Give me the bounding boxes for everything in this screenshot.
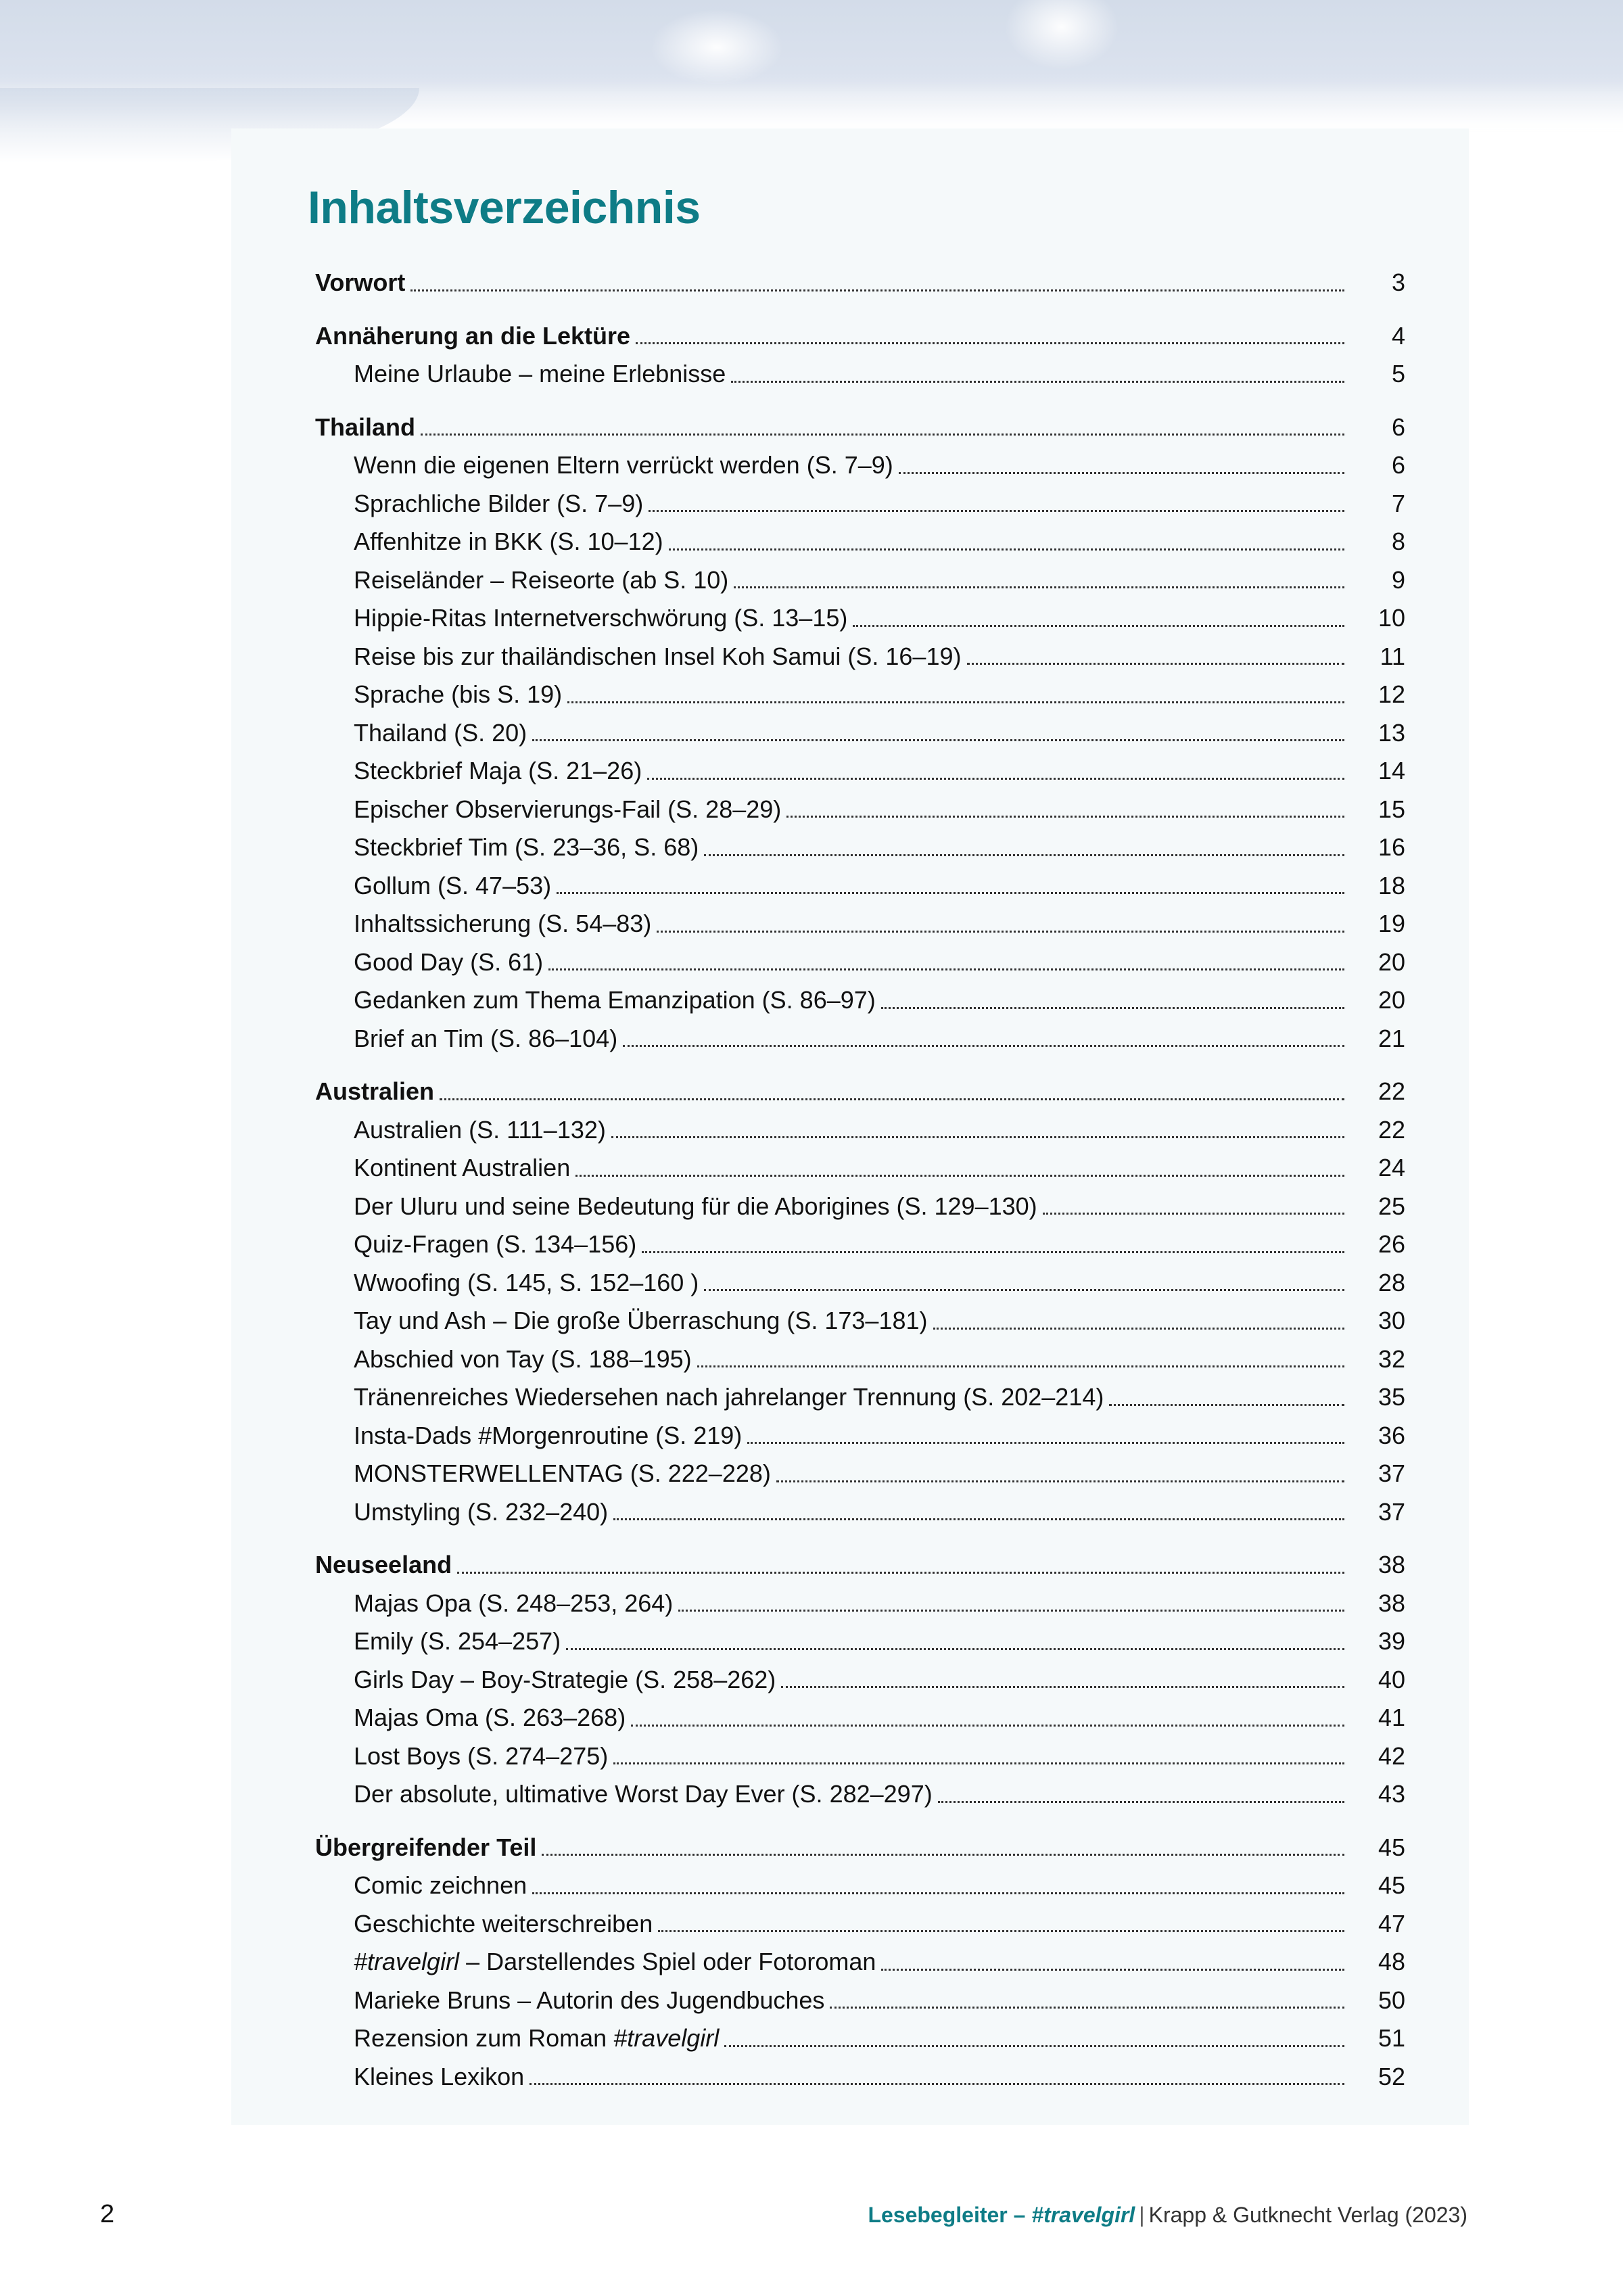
- toc-entry-text: Majas Oma (S. 263–268): [354, 1704, 626, 1731]
- toc-entry[interactable]: [315, 1264, 1405, 1303]
- toc-entry[interactable]: [315, 1188, 1405, 1226]
- toc-entry-page-number: 4: [1391, 321, 1405, 350]
- toc-entry-label: [315, 752, 642, 791]
- dot-leader: [410, 289, 1344, 291]
- toc-entry-page-number: 13: [1378, 718, 1405, 747]
- toc-entry-label: [315, 1622, 561, 1661]
- toc-entry-label: [315, 1111, 606, 1150]
- toc-entry-page-number: 24: [1378, 1154, 1405, 1181]
- toc-entry-page-number: 21: [1378, 1024, 1405, 1052]
- dot-leader: [731, 380, 1344, 383]
- toc-section-entry[interactable]: [315, 1829, 1405, 1867]
- toc-entry-page-number: 48: [1378, 1948, 1405, 1975]
- toc-entry-text: Wenn die eigenen Eltern verrückt werden (S. 7–9): [354, 451, 893, 479]
- toc-entry-label: [315, 1546, 452, 1585]
- dot-leader: [613, 1762, 1344, 1764]
- toc-entry[interactable]: [315, 905, 1405, 943]
- toc-entry-label: [315, 1829, 536, 1867]
- toc-entry[interactable]: [315, 1455, 1405, 1493]
- footer-publisher: Krapp & Gutknecht Verlag (2023): [1148, 2203, 1467, 2227]
- dot-leader: [657, 930, 1344, 933]
- toc-entry-page-number: 8: [1391, 528, 1405, 555]
- toc-entry[interactable]: [315, 1905, 1405, 1944]
- toc-section-entry[interactable]: [315, 264, 1405, 302]
- dot-leader: [557, 891, 1344, 894]
- toc-entry-text: Vorwort: [315, 268, 406, 296]
- toc-entry-page-number: 22: [1378, 1077, 1405, 1105]
- toc-entry-label: [315, 905, 651, 943]
- toc-entry-label: [315, 1225, 636, 1264]
- toc-entry[interactable]: [315, 599, 1405, 638]
- toc-list: [315, 264, 1405, 2096]
- toc-entry-label: [315, 1982, 824, 2020]
- dot-leader: [697, 1365, 1344, 1367]
- dot-leader: [881, 1968, 1344, 1971]
- toc-entry[interactable]: [315, 1225, 1405, 1264]
- toc-entry-page-number: 38: [1378, 1551, 1405, 1578]
- dot-leader: [938, 1800, 1344, 1803]
- dot-leader: [678, 1609, 1344, 1612]
- footer-series-title: Lesebegleiter –: [868, 2203, 1032, 2227]
- dot-leader: [724, 2044, 1344, 2047]
- toc-entry-label: [315, 867, 551, 906]
- dot-leader: [658, 1929, 1344, 1932]
- toc-entry-page-number: 10: [1378, 604, 1405, 632]
- toc-entry[interactable]: [315, 638, 1405, 676]
- toc-entry[interactable]: [315, 1302, 1405, 1340]
- toc-entry-text: Kontinent Australien: [354, 1154, 571, 1181]
- toc-entry-page-number: 28: [1378, 1268, 1405, 1296]
- toc-entry-text: MONSTERWELLENTAG (S. 222–228): [354, 1459, 771, 1487]
- toc-entry-page-number: 20: [1378, 947, 1405, 976]
- toc-entry-label: [315, 355, 726, 394]
- toc-entry-page-number: 26: [1378, 1230, 1405, 1258]
- toc-entry-label: [315, 1264, 699, 1303]
- toc-entry[interactable]: [315, 752, 1405, 791]
- toc-entry[interactable]: [315, 1340, 1405, 1379]
- toc-entry-label: [315, 828, 699, 867]
- toc-entry-text: Kleines Lexikon: [354, 2062, 525, 2090]
- dot-leader: [933, 1327, 1345, 1330]
- toc-entry-text: – Darstellendes Spiel oder Fotoroman: [459, 1948, 876, 1975]
- toc-entry-label: [315, 1020, 617, 1058]
- toc-entry-text: Annäherung an die Lektüre: [315, 321, 631, 350]
- toc-entry-page-number: 40: [1378, 1665, 1405, 1693]
- dot-leader: [613, 1518, 1344, 1520]
- toc-entry-text: Australien (S. 111–132): [354, 1115, 606, 1144]
- toc-entry-label: [315, 317, 630, 356]
- toc-entry-text: Australien: [315, 1077, 435, 1105]
- toc-entry-label: [315, 1149, 570, 1188]
- toc-entry-label: [315, 485, 643, 523]
- toc-entry-label: [315, 408, 415, 447]
- toc-entry[interactable]: [315, 828, 1405, 867]
- toc-entry-label: [315, 1867, 527, 1905]
- toc-entry-label: [315, 981, 876, 1020]
- dot-leader: [440, 1098, 1344, 1100]
- toc-entry-text: Thailand (S. 20): [354, 718, 527, 747]
- toc-entry-text: Reise bis zur thailändischen Insel Koh Samui (S. 16–19): [354, 642, 962, 670]
- toc-entry[interactable]: [315, 791, 1405, 829]
- toc-entry-label: [315, 1699, 626, 1737]
- dot-leader: [647, 777, 1344, 780]
- toc-entry-text: Umstyling (S. 232–240): [354, 1497, 609, 1526]
- toc-entry[interactable]: [315, 523, 1405, 561]
- toc-entry[interactable]: [315, 446, 1405, 485]
- toc-entry-label: [315, 2058, 524, 2096]
- toc-entry-text: Marieke Bruns – Autorin des Jugendbuches: [354, 1986, 825, 2014]
- toc-entry-text: Der absolute, ultimative Worst Day Ever (S. 282–297): [354, 1780, 933, 1808]
- toc-entry-text: Insta-Dads #Morgenroutine (S. 219): [354, 1421, 743, 1449]
- toc-entry-page-number: 45: [1378, 1833, 1405, 1861]
- toc-entry[interactable]: [315, 1943, 1405, 1982]
- toc-entry-page-number: 42: [1378, 1741, 1405, 1770]
- table-of-contents-box: [231, 128, 1469, 2125]
- toc-entry-page-number: 9: [1391, 565, 1405, 594]
- toc-entry[interactable]: [315, 1699, 1405, 1737]
- toc-entry-hashtag: #travelgirl: [613, 2024, 720, 2052]
- toc-entry-label: [315, 1775, 933, 1814]
- toc-entry[interactable]: [315, 561, 1405, 600]
- toc-entry-page-number: 18: [1378, 871, 1405, 899]
- dot-leader: [421, 433, 1344, 436]
- dot-leader: [830, 2006, 1344, 2009]
- toc-entry[interactable]: [315, 485, 1405, 523]
- toc-entry[interactable]: [315, 1661, 1405, 1700]
- dot-leader: [611, 1135, 1344, 1138]
- toc-entry-page-number: 47: [1378, 1909, 1405, 1938]
- toc-entry-page-number: 37: [1378, 1459, 1405, 1487]
- toc-entry-page-number: 11: [1380, 642, 1405, 670]
- dot-leader: [704, 1288, 1344, 1291]
- toc-entry-text: Tay und Ash – Die große Überraschung (S. 173–181): [354, 1307, 928, 1334]
- dot-leader: [747, 1441, 1344, 1444]
- dot-leader: [623, 1044, 1344, 1047]
- toc-entry-text: Der Uluru und seine Bedeutung für die Aborigines (S. 129–130): [354, 1192, 1037, 1220]
- page-title: Inhaltsverzeichnis: [308, 182, 701, 233]
- dot-leader: [532, 1892, 1344, 1894]
- toc-entry-text: Epischer Observierungs-Fail (S. 28–29): [354, 795, 782, 823]
- dot-leader: [649, 509, 1344, 512]
- toc-entry[interactable]: [315, 1020, 1405, 1058]
- toc-entry-page-number: 41: [1378, 1704, 1405, 1731]
- toc-entry-label: [315, 1417, 742, 1455]
- toc-entry-label: [315, 676, 562, 714]
- toc-entry-text: Good Day (S. 61): [354, 947, 544, 976]
- toc-entry-label: [315, 1455, 771, 1493]
- toc-entry-text: Quiz-Fragen (S. 134–156): [354, 1230, 637, 1258]
- toc-entry[interactable]: [315, 1622, 1405, 1661]
- toc-entry-label: [315, 1302, 928, 1340]
- toc-entry-page-number: 39: [1378, 1627, 1405, 1655]
- toc-entry-label: [315, 791, 781, 829]
- toc-entry[interactable]: [315, 676, 1405, 714]
- dot-leader: [669, 548, 1344, 550]
- toc-entry-text: Tränenreiches Wiedersehen nach jahrelanger Trennung (S. 202–214): [354, 1383, 1104, 1411]
- toc-entry-page-number: 5: [1391, 360, 1405, 388]
- dot-leader: [566, 1647, 1344, 1650]
- toc-entry-page-number: 36: [1378, 1421, 1405, 1449]
- toc-entry-page-number: 14: [1378, 757, 1405, 784]
- toc-entry-text: Neuseeland: [315, 1551, 452, 1578]
- toc-entry-text: Wwoofing (S. 145, S. 152–160 ): [354, 1268, 699, 1296]
- toc-entry-text: Hippie-Ritas Internetverschwörung (S. 13–15): [354, 604, 848, 632]
- toc-entry-label: [315, 2019, 719, 2058]
- toc-entry[interactable]: [315, 981, 1405, 1020]
- dot-leader: [548, 968, 1344, 970]
- toc-entry-label: [315, 1493, 608, 1532]
- toc-entry-label: [315, 264, 405, 302]
- dot-leader: [734, 586, 1344, 588]
- dot-leader: [636, 342, 1344, 344]
- toc-entry-label: [315, 1661, 776, 1700]
- toc-entry-page-number: 51: [1378, 2024, 1405, 2052]
- footer-separator: |: [1139, 2203, 1145, 2227]
- toc-entry-page-number: 52: [1378, 2062, 1405, 2090]
- toc-entry-text: Gollum (S. 47–53): [354, 871, 552, 899]
- toc-entry-label: [315, 561, 728, 600]
- toc-entry-page-number: 6: [1391, 451, 1405, 479]
- toc-entry-page-number: 7: [1391, 489, 1405, 517]
- toc-entry-label: [315, 943, 543, 982]
- dot-leader: [532, 739, 1344, 741]
- dot-leader: [967, 662, 1345, 665]
- toc-entry-text: Sprache (bis S. 19): [354, 680, 563, 708]
- toc-entry[interactable]: [315, 867, 1405, 906]
- toc-entry-page-number: 15: [1378, 795, 1405, 823]
- dot-leader: [530, 2082, 1344, 2085]
- dot-leader: [575, 1174, 1344, 1177]
- toc-entry-text: Rezension zum Roman: [354, 2024, 614, 2052]
- dot-leader: [631, 1724, 1344, 1727]
- toc-entry[interactable]: [315, 943, 1405, 982]
- footer-page-number: 2: [100, 2200, 115, 2228]
- toc-section-entry[interactable]: [315, 1546, 1405, 1585]
- dot-leader: [776, 1480, 1344, 1482]
- dot-leader: [1043, 1212, 1344, 1215]
- toc-entry-text: Emily (S. 254–257): [354, 1627, 561, 1655]
- toc-entry-label: [315, 1905, 653, 1944]
- toc-entry[interactable]: [315, 1149, 1405, 1188]
- toc-entry-label: [315, 714, 527, 753]
- toc-section-entry[interactable]: [315, 1073, 1405, 1111]
- toc-entry[interactable]: [315, 1737, 1405, 1776]
- toc-entry-text: Brief an Tim (S. 86–104): [354, 1024, 618, 1052]
- toc-entry[interactable]: [315, 1867, 1405, 1905]
- toc-entry-page-number: 25: [1378, 1192, 1405, 1220]
- toc-entry-page-number: 20: [1378, 986, 1405, 1014]
- toc-entry-text: Steckbrief Tim (S. 23–36, S. 68): [354, 833, 699, 861]
- toc-entry[interactable]: [315, 1585, 1405, 1623]
- toc-entry-text: Reiseländer – Reiseorte (ab S. 10): [354, 565, 729, 594]
- dot-leader: [1109, 1403, 1344, 1406]
- toc-entry[interactable]: [315, 1417, 1405, 1455]
- toc-entry-page-number: 22: [1378, 1115, 1405, 1144]
- toc-entry[interactable]: [315, 1982, 1405, 2020]
- toc-entry-label: [315, 599, 847, 638]
- dot-leader: [786, 815, 1344, 818]
- dot-leader: [704, 853, 1344, 856]
- dot-leader: [567, 701, 1344, 703]
- toc-entry-text: Sprachliche Bilder (S. 7–9): [354, 489, 644, 517]
- toc-entry-text: Geschichte weiterschreiben: [354, 1909, 653, 1938]
- toc-entry-text: Meine Urlaube – meine Erlebnisse: [354, 360, 726, 388]
- toc-entry-text: Lost Boys (S. 274–275): [354, 1741, 609, 1770]
- toc-entry-text: Abschied von Tay (S. 188–195): [354, 1344, 692, 1373]
- toc-entry-label: [315, 446, 893, 485]
- toc-entry-page-number: 50: [1378, 1986, 1405, 2014]
- toc-entry-text: Übergreifender Teil: [315, 1833, 537, 1861]
- toc-entry-text: Comic zeichnen: [354, 1871, 527, 1899]
- footer-series: [868, 2203, 1135, 2227]
- toc-entry-label: [315, 1340, 692, 1379]
- toc-entry-page-number: 45: [1378, 1871, 1405, 1899]
- toc-entry-label: [315, 1737, 608, 1776]
- toc-entry-page-number: 3: [1391, 268, 1405, 296]
- toc-entry[interactable]: [315, 1378, 1405, 1417]
- toc-entry-page-number: 37: [1378, 1497, 1405, 1526]
- footer-series-hashtag: #travelgirl: [1031, 2203, 1135, 2227]
- dot-leader: [881, 1006, 1344, 1009]
- dot-leader: [853, 624, 1344, 627]
- toc-section-entry[interactable]: [315, 408, 1405, 447]
- toc-entry-page-number: 19: [1378, 910, 1405, 937]
- toc-entry-text: Majas Opa (S. 248–253, 264): [354, 1589, 674, 1617]
- toc-entry-text: Inhaltssicherung (S. 54–83): [354, 910, 652, 937]
- toc-entry[interactable]: [315, 2058, 1405, 2096]
- toc-entry-page-number: 12: [1378, 680, 1405, 708]
- toc-entry-label: [315, 523, 663, 561]
- toc-entry-label: [315, 1073, 434, 1111]
- toc-section-entry[interactable]: [315, 317, 1405, 356]
- toc-entry-page-number: 38: [1378, 1589, 1405, 1617]
- toc-entry-label: [315, 1378, 1104, 1417]
- toc-entry-label: [315, 1585, 673, 1623]
- dot-leader: [642, 1250, 1344, 1253]
- toc-entry-page-number: 30: [1378, 1307, 1405, 1334]
- toc-entry-text: Gedanken zum Thema Emanzipation (S. 86–97): [354, 986, 876, 1014]
- toc-entry-page-number: 35: [1378, 1383, 1405, 1411]
- toc-entry-hashtag: #travelgirl: [354, 1948, 460, 1975]
- toc-entry-page-number: 32: [1378, 1344, 1405, 1373]
- footer-credit: [868, 2203, 1467, 2228]
- toc-entry[interactable]: [315, 355, 1405, 394]
- toc-entry-page-number: 43: [1378, 1780, 1405, 1808]
- toc-entry-text: Affenhitze in BKK (S. 10–12): [354, 528, 663, 555]
- toc-entry-text: Thailand: [315, 413, 416, 441]
- toc-entry[interactable]: [315, 2019, 1405, 2058]
- toc-entry[interactable]: [315, 1111, 1405, 1150]
- toc-entry[interactable]: [315, 714, 1405, 753]
- toc-entry-label: [315, 1943, 876, 1982]
- toc-entry-page-number: 16: [1378, 833, 1405, 861]
- toc-entry-text: Steckbrief Maja (S. 21–26): [354, 757, 642, 784]
- toc-entry[interactable]: [315, 1775, 1405, 1814]
- dot-leader: [899, 471, 1344, 474]
- dot-leader: [457, 1571, 1344, 1574]
- toc-entry-label: [315, 1188, 1037, 1226]
- dot-leader: [781, 1685, 1344, 1688]
- toc-entry[interactable]: [315, 1493, 1405, 1532]
- toc-entry-label: [315, 638, 962, 676]
- toc-entry-page-number: 6: [1391, 413, 1405, 441]
- dot-leader: [542, 1853, 1344, 1856]
- toc-entry-text: Girls Day – Boy-Strategie (S. 258–262): [354, 1665, 776, 1693]
